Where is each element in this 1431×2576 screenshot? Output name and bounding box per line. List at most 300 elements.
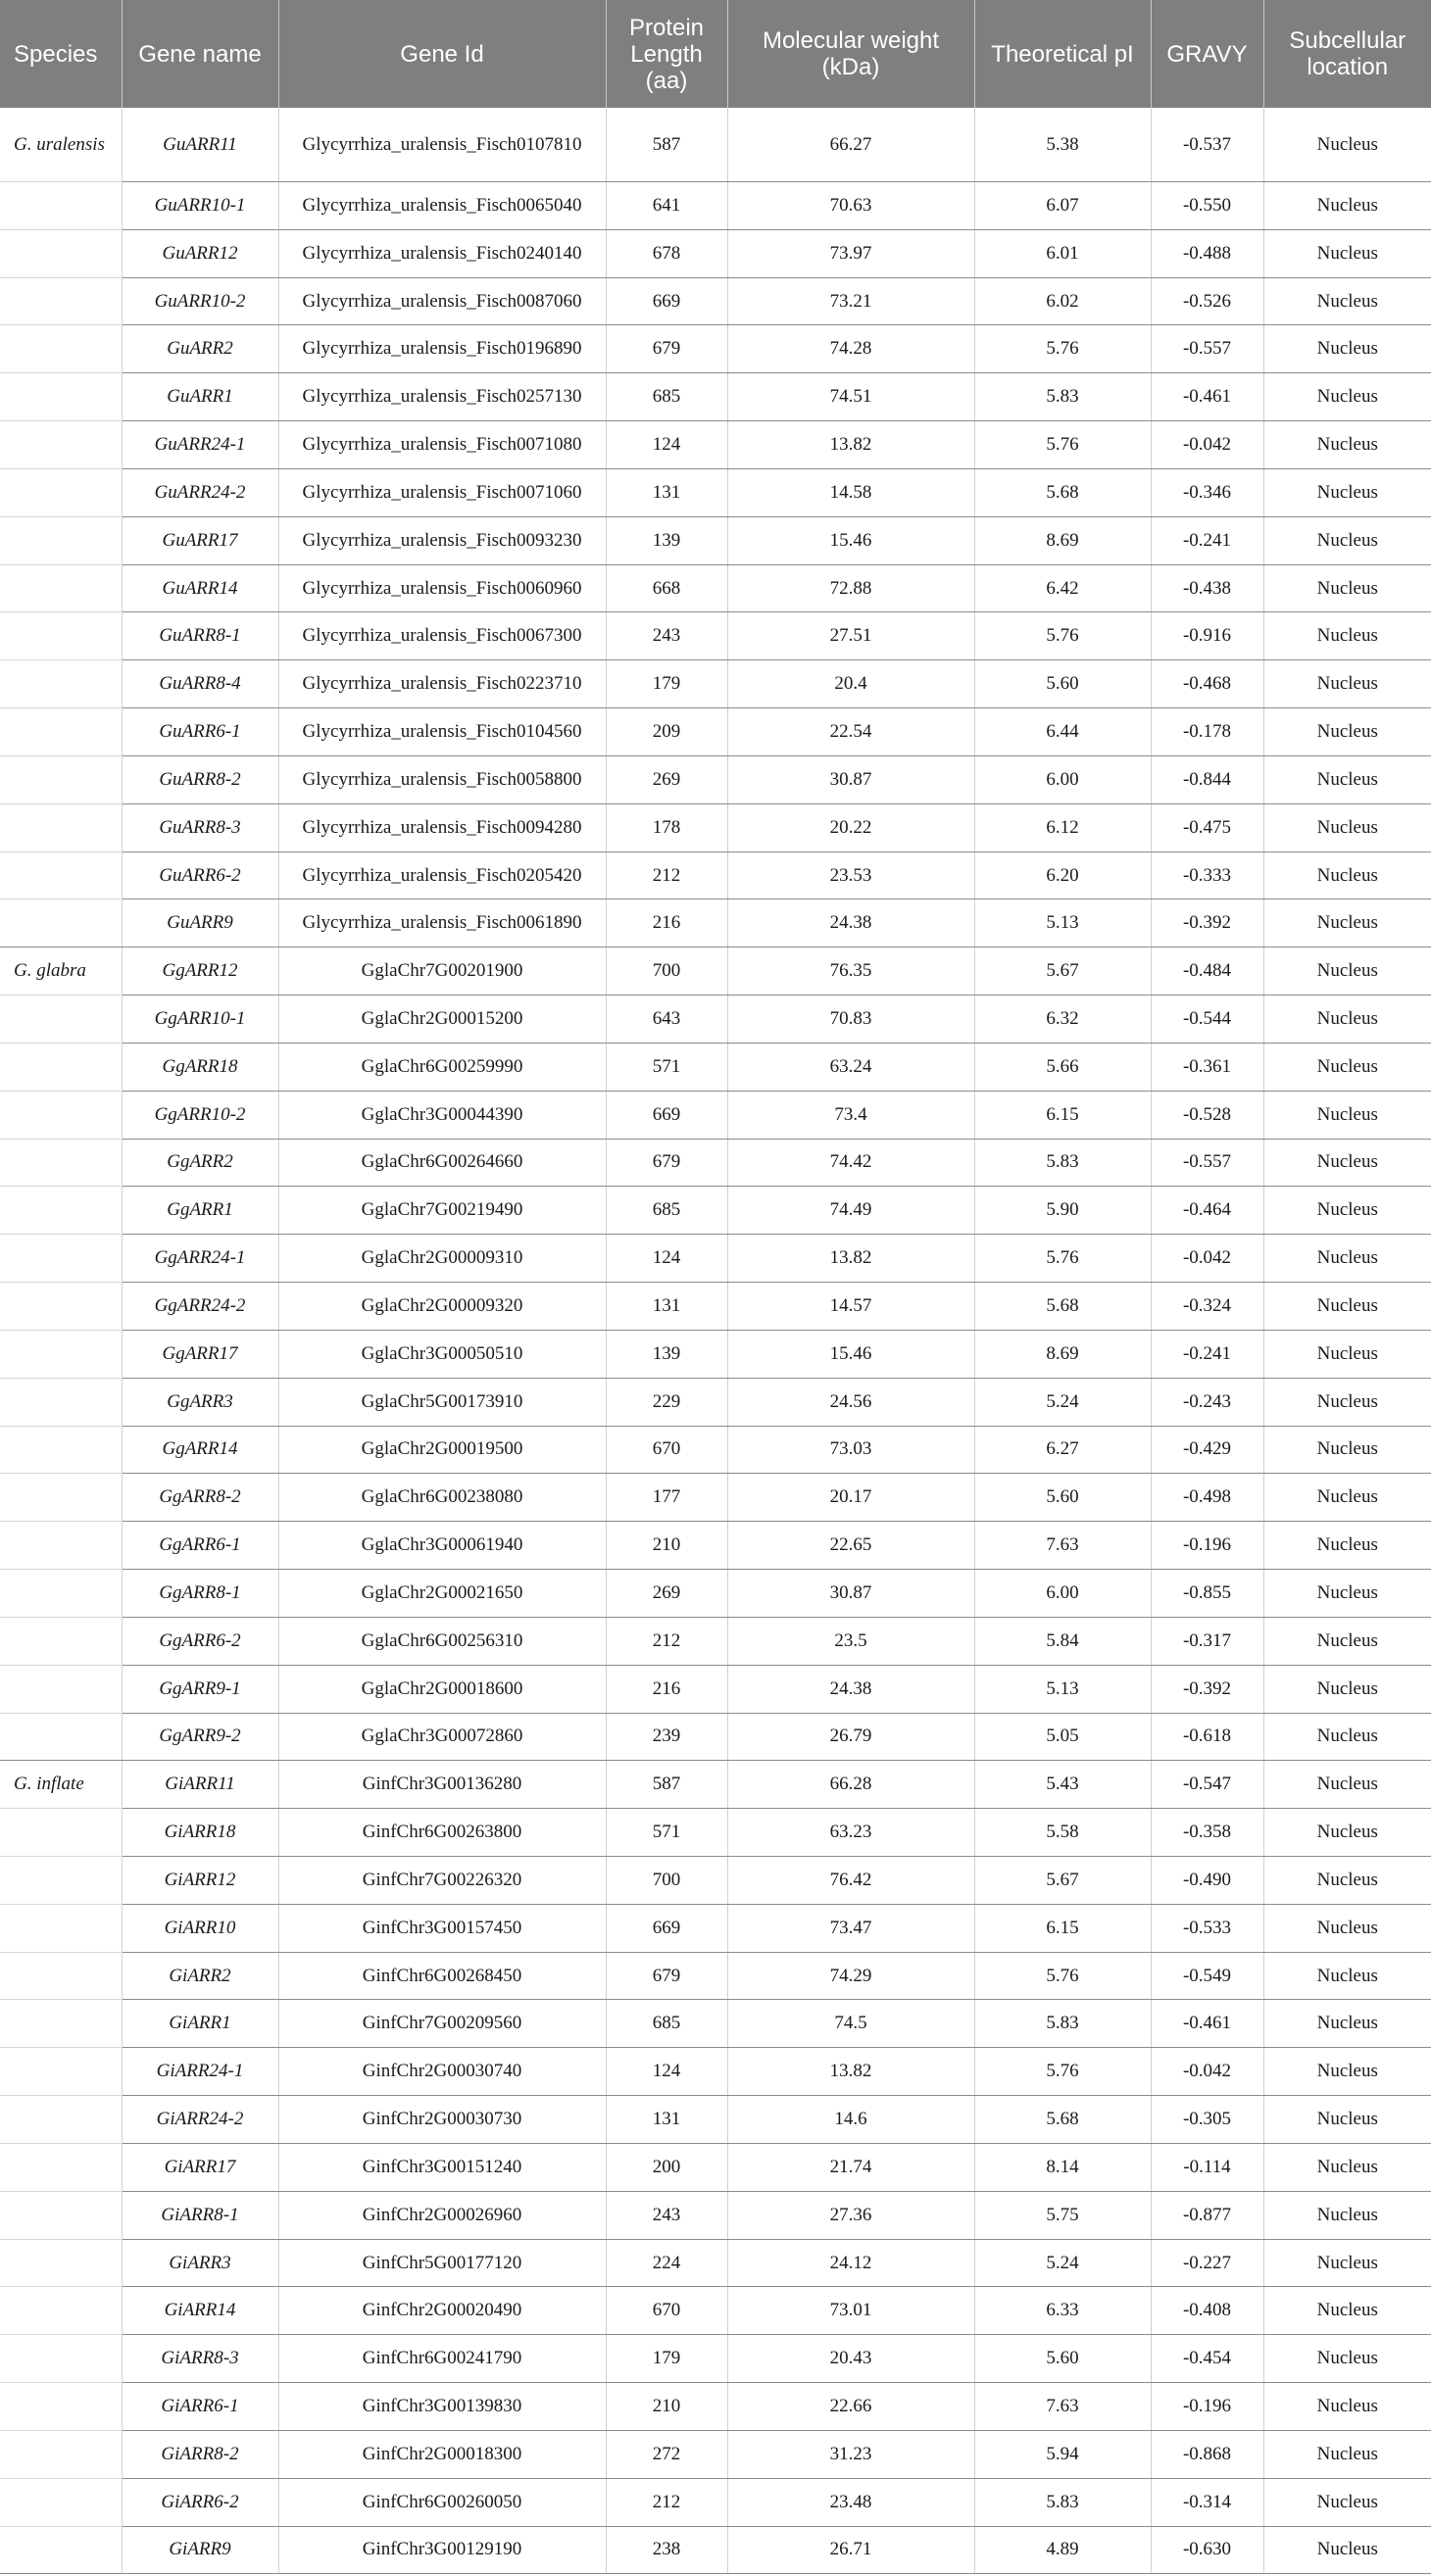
column-header: Theoretical pI xyxy=(974,0,1151,108)
subcellular-location-cell: Nucleus xyxy=(1263,755,1431,803)
gene-name-cell: GiARR2 xyxy=(122,1952,278,2000)
gene-id-cell: GinfChr3G00136280 xyxy=(278,1761,606,1809)
protein-length-cell: 669 xyxy=(606,1904,727,1952)
theoretical-pi-cell: 5.83 xyxy=(974,1139,1151,1187)
species-cell xyxy=(0,1665,122,1713)
subcellular-location-cell: Nucleus xyxy=(1263,899,1431,948)
gravy-cell: -0.314 xyxy=(1151,2478,1263,2526)
gene-name-cell: GiARR10 xyxy=(122,1904,278,1952)
gravy-cell: -0.526 xyxy=(1151,277,1263,325)
species-cell xyxy=(0,325,122,373)
gravy-cell: -0.533 xyxy=(1151,1904,1263,1952)
subcellular-location-cell: Nucleus xyxy=(1263,1713,1431,1761)
theoretical-pi-cell: 6.42 xyxy=(974,564,1151,612)
protein-length-cell: 670 xyxy=(606,1426,727,1474)
gene-id-cell: GinfChr6G00263800 xyxy=(278,1809,606,1857)
theoretical-pi-cell: 5.84 xyxy=(974,1617,1151,1665)
gene-id-cell: GinfChr6G00268450 xyxy=(278,1952,606,2000)
gravy-cell: -0.618 xyxy=(1151,1713,1263,1761)
gravy-cell: -0.488 xyxy=(1151,229,1263,277)
subcellular-location-cell: Nucleus xyxy=(1263,108,1431,182)
gene-id-cell: Glycyrrhiza_uralensis_Fisch0065040 xyxy=(278,182,606,230)
gene-id-cell: GglaChr6G00238080 xyxy=(278,1474,606,1522)
subcellular-location-cell: Nucleus xyxy=(1263,660,1431,708)
gene-id-cell: GglaChr5G00173910 xyxy=(278,1378,606,1426)
table-row xyxy=(0,2430,1431,2478)
species-cell xyxy=(0,2191,122,2239)
subcellular-location-cell: Nucleus xyxy=(1263,1139,1431,1187)
gene-id-cell: Glycyrrhiza_uralensis_Fisch0223710 xyxy=(278,660,606,708)
table-row xyxy=(0,2143,1431,2191)
theoretical-pi-cell: 5.43 xyxy=(974,1761,1151,1809)
species-cell xyxy=(0,1330,122,1378)
gravy-cell: -0.358 xyxy=(1151,1809,1263,1857)
subcellular-location-cell: Nucleus xyxy=(1263,1330,1431,1378)
table-row xyxy=(0,2239,1431,2287)
protein-length-cell: 131 xyxy=(606,2096,727,2144)
protein-length-cell: 178 xyxy=(606,803,727,851)
subcellular-location-cell: Nucleus xyxy=(1263,1522,1431,1570)
gravy-cell: -0.196 xyxy=(1151,2383,1263,2431)
gene-name-cell: GiARR3 xyxy=(122,2239,278,2287)
gene-id-cell: GinfChr7G00226320 xyxy=(278,1856,606,1904)
gene-id-cell: Glycyrrhiza_uralensis_Fisch0107810 xyxy=(278,108,606,182)
gene-name-cell: GuARR1 xyxy=(122,373,278,421)
theoretical-pi-cell: 5.05 xyxy=(974,1713,1151,1761)
protein-length-cell: 685 xyxy=(606,1187,727,1235)
gene-name-cell: GgARR10-1 xyxy=(122,996,278,1044)
species-cell xyxy=(0,2335,122,2383)
molecular-weight-cell: 22.65 xyxy=(727,1522,974,1570)
gravy-cell: -0.464 xyxy=(1151,1187,1263,1235)
species-cell xyxy=(0,1139,122,1187)
column-header: Subcellular location xyxy=(1263,0,1431,108)
gene-name-cell: GuARR2 xyxy=(122,325,278,373)
gene-name-cell: GiARR1 xyxy=(122,2000,278,2048)
subcellular-location-cell: Nucleus xyxy=(1263,2430,1431,2478)
gene-name-cell: GiARR8-1 xyxy=(122,2191,278,2239)
gene-id-cell: GinfChr3G00157450 xyxy=(278,1904,606,1952)
gene-id-cell: GglaChr2G00009310 xyxy=(278,1235,606,1283)
gene-id-cell: GglaChr6G00256310 xyxy=(278,1617,606,1665)
species-cell xyxy=(0,1043,122,1091)
theoretical-pi-cell: 5.76 xyxy=(974,1235,1151,1283)
theoretical-pi-cell: 5.68 xyxy=(974,2096,1151,2144)
gene-id-cell: GglaChr3G00061940 xyxy=(278,1522,606,1570)
theoretical-pi-cell: 5.24 xyxy=(974,1378,1151,1426)
molecular-weight-cell: 22.54 xyxy=(727,708,974,756)
molecular-weight-cell: 14.6 xyxy=(727,2096,974,2144)
species-cell xyxy=(0,1235,122,1283)
theoretical-pi-cell: 5.60 xyxy=(974,2335,1151,2383)
gravy-cell: -0.408 xyxy=(1151,2287,1263,2335)
subcellular-location-cell: Nucleus xyxy=(1263,2287,1431,2335)
theoretical-pi-cell: 6.27 xyxy=(974,1426,1151,1474)
species-cell xyxy=(0,899,122,948)
species-cell xyxy=(0,2239,122,2287)
gene-name-cell: GuARR14 xyxy=(122,564,278,612)
molecular-weight-cell: 74.5 xyxy=(727,2000,974,2048)
subcellular-location-cell: Nucleus xyxy=(1263,1235,1431,1283)
gene-id-cell: GglaChr3G00044390 xyxy=(278,1091,606,1139)
protein-length-cell: 679 xyxy=(606,1952,727,2000)
protein-length-cell: 679 xyxy=(606,1139,727,1187)
table-row xyxy=(0,1856,1431,1904)
gene-name-cell: GgARR6-1 xyxy=(122,1522,278,1570)
subcellular-location-cell: Nucleus xyxy=(1263,803,1431,851)
table-row xyxy=(0,1187,1431,1235)
molecular-weight-cell: 13.82 xyxy=(727,421,974,469)
protein-length-cell: 224 xyxy=(606,2239,727,2287)
protein-length-cell: 212 xyxy=(606,2478,727,2526)
gravy-cell: -0.438 xyxy=(1151,564,1263,612)
theoretical-pi-cell: 5.68 xyxy=(974,1283,1151,1331)
molecular-weight-cell: 20.43 xyxy=(727,2335,974,2383)
table-row xyxy=(0,660,1431,708)
gene-name-cell: GuARR12 xyxy=(122,229,278,277)
table-row xyxy=(0,1043,1431,1091)
species-cell xyxy=(0,1904,122,1952)
theoretical-pi-cell: 5.76 xyxy=(974,1952,1151,2000)
gene-name-cell: GiARR17 xyxy=(122,2143,278,2191)
theoretical-pi-cell: 6.12 xyxy=(974,803,1151,851)
molecular-weight-cell: 74.28 xyxy=(727,325,974,373)
theoretical-pi-cell: 7.63 xyxy=(974,2383,1151,2431)
protein-length-cell: 229 xyxy=(606,1378,727,1426)
molecular-weight-cell: 26.79 xyxy=(727,1713,974,1761)
molecular-weight-cell: 76.42 xyxy=(727,1856,974,1904)
gene-id-cell: GinfChr2G00018300 xyxy=(278,2430,606,2478)
gravy-cell: -0.537 xyxy=(1151,108,1263,182)
species-cell xyxy=(0,2478,122,2526)
gene-name-cell: GuARR8-4 xyxy=(122,660,278,708)
molecular-weight-cell: 14.57 xyxy=(727,1283,974,1331)
table-row xyxy=(0,108,1431,182)
species-cell xyxy=(0,2096,122,2144)
table-row xyxy=(0,1952,1431,2000)
protein-length-cell: 587 xyxy=(606,108,727,182)
protein-length-cell: 139 xyxy=(606,1330,727,1378)
molecular-weight-cell: 73.97 xyxy=(727,229,974,277)
theoretical-pi-cell: 6.01 xyxy=(974,229,1151,277)
protein-length-cell: 179 xyxy=(606,2335,727,2383)
theoretical-pi-cell: 5.94 xyxy=(974,2430,1151,2478)
gravy-cell: -0.346 xyxy=(1151,468,1263,516)
theoretical-pi-cell: 8.14 xyxy=(974,2143,1151,2191)
subcellular-location-cell: Nucleus xyxy=(1263,1952,1431,2000)
gene-name-cell: GuARR17 xyxy=(122,516,278,564)
molecular-weight-cell: 24.56 xyxy=(727,1378,974,1426)
table-row xyxy=(0,2335,1431,2383)
theoretical-pi-cell: 5.60 xyxy=(974,1474,1151,1522)
subcellular-location-cell: Nucleus xyxy=(1263,1665,1431,1713)
gene-name-cell: GuARR11 xyxy=(122,108,278,182)
gene-name-cell: GiARR12 xyxy=(122,1856,278,1904)
subcellular-location-cell: Nucleus xyxy=(1263,948,1431,996)
table-row xyxy=(0,899,1431,948)
gene-name-cell: GiARR9 xyxy=(122,2526,278,2574)
table-row xyxy=(0,1713,1431,1761)
species-cell xyxy=(0,1617,122,1665)
gene-name-cell: GiARR6-2 xyxy=(122,2478,278,2526)
species-cell xyxy=(0,2143,122,2191)
molecular-weight-cell: 74.51 xyxy=(727,373,974,421)
gene-name-cell: GiARR24-2 xyxy=(122,2096,278,2144)
gene-id-cell: Glycyrrhiza_uralensis_Fisch0071060 xyxy=(278,468,606,516)
theoretical-pi-cell: 5.83 xyxy=(974,2478,1151,2526)
theoretical-pi-cell: 5.76 xyxy=(974,421,1151,469)
protein-length-cell: 216 xyxy=(606,899,727,948)
species-cell xyxy=(0,2287,122,2335)
table-row xyxy=(0,1091,1431,1139)
molecular-weight-cell: 27.36 xyxy=(727,2191,974,2239)
table-row xyxy=(0,1235,1431,1283)
molecular-weight-cell: 73.21 xyxy=(727,277,974,325)
protein-length-cell: 238 xyxy=(606,2526,727,2574)
gene-id-cell: Glycyrrhiza_uralensis_Fisch0196890 xyxy=(278,325,606,373)
molecular-weight-cell: 74.42 xyxy=(727,1139,974,1187)
table-row xyxy=(0,1139,1431,1187)
gene-id-cell: GglaChr2G00015200 xyxy=(278,996,606,1044)
subcellular-location-cell: Nucleus xyxy=(1263,2096,1431,2144)
table-row xyxy=(0,1283,1431,1331)
column-header: Gene name xyxy=(122,0,278,108)
gene-id-cell: Glycyrrhiza_uralensis_Fisch0060960 xyxy=(278,564,606,612)
table-row xyxy=(0,325,1431,373)
gene-name-cell: GuARR8-1 xyxy=(122,612,278,660)
theoretical-pi-cell: 4.89 xyxy=(974,2526,1151,2574)
theoretical-pi-cell: 5.75 xyxy=(974,2191,1151,2239)
table-row xyxy=(0,1474,1431,1522)
table-row xyxy=(0,2526,1431,2574)
protein-length-cell: 139 xyxy=(606,516,727,564)
molecular-weight-cell: 63.23 xyxy=(727,1809,974,1857)
molecular-weight-cell: 23.48 xyxy=(727,2478,974,2526)
column-header: Molecular weight (kDa) xyxy=(727,0,974,108)
table-row xyxy=(0,229,1431,277)
molecular-weight-cell: 20.17 xyxy=(727,1474,974,1522)
table-row xyxy=(0,612,1431,660)
gravy-cell: -0.547 xyxy=(1151,1761,1263,1809)
table-row xyxy=(0,1426,1431,1474)
species-cell xyxy=(0,468,122,516)
gravy-cell: -0.461 xyxy=(1151,373,1263,421)
gene-name-cell: GiARR8-3 xyxy=(122,2335,278,2383)
table-row xyxy=(0,2478,1431,2526)
molecular-weight-cell: 74.49 xyxy=(727,1187,974,1235)
theoretical-pi-cell: 5.13 xyxy=(974,899,1151,948)
table-row xyxy=(0,2287,1431,2335)
gene-name-cell: GgARR24-1 xyxy=(122,1235,278,1283)
subcellular-location-cell: Nucleus xyxy=(1263,2478,1431,2526)
gene-name-cell: GuARR9 xyxy=(122,899,278,948)
gene-name-cell: GuARR6-2 xyxy=(122,851,278,899)
subcellular-location-cell: Nucleus xyxy=(1263,996,1431,1044)
protein-length-cell: 124 xyxy=(606,1235,727,1283)
species-cell xyxy=(0,996,122,1044)
protein-length-cell: 131 xyxy=(606,1283,727,1331)
gravy-cell: -0.333 xyxy=(1151,851,1263,899)
gravy-cell: -0.042 xyxy=(1151,2048,1263,2096)
subcellular-location-cell: Nucleus xyxy=(1263,421,1431,469)
gravy-cell: -0.196 xyxy=(1151,1522,1263,1570)
theoretical-pi-cell: 5.67 xyxy=(974,948,1151,996)
subcellular-location-cell: Nucleus xyxy=(1263,2383,1431,2431)
gene-name-cell: GiARR11 xyxy=(122,1761,278,1809)
gene-name-cell: GuARR8-2 xyxy=(122,755,278,803)
protein-length-cell: 669 xyxy=(606,1091,727,1139)
gene-name-cell: GgARR14 xyxy=(122,1426,278,1474)
molecular-weight-cell: 26.71 xyxy=(727,2526,974,2574)
gene-id-cell: Glycyrrhiza_uralensis_Fisch0061890 xyxy=(278,899,606,948)
molecular-weight-cell: 66.28 xyxy=(727,1761,974,1809)
gene-name-cell: GiARR14 xyxy=(122,2287,278,2335)
theoretical-pi-cell: 5.90 xyxy=(974,1187,1151,1235)
gene-name-cell: GgARR10-2 xyxy=(122,1091,278,1139)
theoretical-pi-cell: 5.58 xyxy=(974,1809,1151,1857)
gene-id-cell: GinfChr3G00139830 xyxy=(278,2383,606,2431)
protein-length-cell: 269 xyxy=(606,755,727,803)
table-row xyxy=(0,182,1431,230)
protein-length-cell: 678 xyxy=(606,229,727,277)
theoretical-pi-cell: 5.60 xyxy=(974,660,1151,708)
protein-length-cell: 700 xyxy=(606,1856,727,1904)
species-cell xyxy=(0,1426,122,1474)
protein-length-cell: 641 xyxy=(606,182,727,230)
gene-id-cell: Glycyrrhiza_uralensis_Fisch0104560 xyxy=(278,708,606,756)
theoretical-pi-cell: 6.00 xyxy=(974,755,1151,803)
theoretical-pi-cell: 5.38 xyxy=(974,108,1151,182)
molecular-weight-cell: 13.82 xyxy=(727,1235,974,1283)
subcellular-location-cell: Nucleus xyxy=(1263,1378,1431,1426)
protein-length-cell: 668 xyxy=(606,564,727,612)
species-cell xyxy=(0,2430,122,2478)
protein-length-cell: 571 xyxy=(606,1809,727,1857)
gene-id-cell: Glycyrrhiza_uralensis_Fisch0257130 xyxy=(278,373,606,421)
gene-name-cell: GgARR9-1 xyxy=(122,1665,278,1713)
gravy-cell: -0.468 xyxy=(1151,660,1263,708)
protein-length-cell: 679 xyxy=(606,325,727,373)
species-cell: G. uralensis xyxy=(0,108,122,182)
gravy-cell: -0.844 xyxy=(1151,755,1263,803)
species-cell xyxy=(0,1187,122,1235)
gene-id-cell: GglaChr2G00021650 xyxy=(278,1570,606,1618)
gene-id-cell: Glycyrrhiza_uralensis_Fisch0093230 xyxy=(278,516,606,564)
column-header: Species xyxy=(0,0,122,108)
gravy-cell: -0.227 xyxy=(1151,2239,1263,2287)
gene-id-cell: GinfChr5G00177120 xyxy=(278,2239,606,2287)
gene-id-cell: Glycyrrhiza_uralensis_Fisch0240140 xyxy=(278,229,606,277)
subcellular-location-cell: Nucleus xyxy=(1263,564,1431,612)
gene-name-cell: GiARR18 xyxy=(122,1809,278,1857)
table-body xyxy=(0,108,1431,2574)
table-row xyxy=(0,1522,1431,1570)
theoretical-pi-cell: 5.66 xyxy=(974,1043,1151,1091)
gravy-cell: -0.528 xyxy=(1151,1091,1263,1139)
subcellular-location-cell: Nucleus xyxy=(1263,612,1431,660)
subcellular-location-cell: Nucleus xyxy=(1263,1091,1431,1139)
theoretical-pi-cell: 8.69 xyxy=(974,1330,1151,1378)
header-row xyxy=(0,0,1431,108)
molecular-weight-cell: 23.53 xyxy=(727,851,974,899)
species-cell xyxy=(0,612,122,660)
species-cell xyxy=(0,1522,122,1570)
gravy-cell: -0.549 xyxy=(1151,1952,1263,2000)
gene-id-cell: GinfChr3G00151240 xyxy=(278,2143,606,2191)
gravy-cell: -0.490 xyxy=(1151,1856,1263,1904)
gene-name-cell: GgARR2 xyxy=(122,1139,278,1187)
table-header xyxy=(0,0,1431,108)
subcellular-location-cell: Nucleus xyxy=(1263,1043,1431,1091)
gravy-cell: -0.429 xyxy=(1151,1426,1263,1474)
gravy-cell: -0.557 xyxy=(1151,1139,1263,1187)
molecular-weight-cell: 76.35 xyxy=(727,948,974,996)
gene-id-cell: GglaChr3G00050510 xyxy=(278,1330,606,1378)
gene-name-cell: GuARR6-1 xyxy=(122,708,278,756)
gravy-cell: -0.630 xyxy=(1151,2526,1263,2574)
subcellular-location-cell: Nucleus xyxy=(1263,1904,1431,1952)
protein-length-cell: 212 xyxy=(606,1617,727,1665)
gene-name-cell: GuARR24-1 xyxy=(122,421,278,469)
molecular-weight-cell: 74.29 xyxy=(727,1952,974,2000)
theoretical-pi-cell: 6.32 xyxy=(974,996,1151,1044)
protein-length-cell: 685 xyxy=(606,2000,727,2048)
gene-name-cell: GgARR6-2 xyxy=(122,1617,278,1665)
protein-length-cell: 210 xyxy=(606,2383,727,2431)
subcellular-location-cell: Nucleus xyxy=(1263,1761,1431,1809)
subcellular-location-cell: Nucleus xyxy=(1263,1570,1431,1618)
gene-name-cell: GuARR24-2 xyxy=(122,468,278,516)
gravy-cell: -0.557 xyxy=(1151,325,1263,373)
gene-name-cell: GuARR8-3 xyxy=(122,803,278,851)
table-row xyxy=(0,277,1431,325)
gene-name-cell: GgARR24-2 xyxy=(122,1283,278,1331)
theoretical-pi-cell: 6.00 xyxy=(974,1570,1151,1618)
protein-length-cell: 124 xyxy=(606,421,727,469)
gene-id-cell: GglaChr6G00259990 xyxy=(278,1043,606,1091)
subcellular-location-cell: Nucleus xyxy=(1263,182,1431,230)
gene-name-cell: GgARR8-2 xyxy=(122,1474,278,1522)
theoretical-pi-cell: 5.83 xyxy=(974,373,1151,421)
table-row xyxy=(0,421,1431,469)
species-cell xyxy=(0,755,122,803)
theoretical-pi-cell: 5.83 xyxy=(974,2000,1151,2048)
protein-length-cell: 643 xyxy=(606,996,727,1044)
theoretical-pi-cell: 6.15 xyxy=(974,1904,1151,1952)
molecular-weight-cell: 73.47 xyxy=(727,1904,974,1952)
molecular-weight-cell: 73.01 xyxy=(727,2287,974,2335)
gravy-cell: -0.475 xyxy=(1151,803,1263,851)
theoretical-pi-cell: 7.63 xyxy=(974,1522,1151,1570)
species-cell xyxy=(0,1713,122,1761)
subcellular-location-cell: Nucleus xyxy=(1263,1809,1431,1857)
protein-length-cell: 212 xyxy=(606,851,727,899)
subcellular-location-cell: Nucleus xyxy=(1263,2191,1431,2239)
gravy-cell: -0.484 xyxy=(1151,948,1263,996)
molecular-weight-cell: 20.4 xyxy=(727,660,974,708)
table-row xyxy=(0,996,1431,1044)
theoretical-pi-cell: 5.76 xyxy=(974,325,1151,373)
gene-id-cell: Glycyrrhiza_uralensis_Fisch0067300 xyxy=(278,612,606,660)
species-cell xyxy=(0,421,122,469)
table-row xyxy=(0,1904,1431,1952)
gene-name-cell: GiARR24-1 xyxy=(122,2048,278,2096)
molecular-weight-cell: 70.63 xyxy=(727,182,974,230)
molecular-weight-cell: 66.27 xyxy=(727,108,974,182)
molecular-weight-cell: 24.38 xyxy=(727,899,974,948)
species-cell xyxy=(0,564,122,612)
theoretical-pi-cell: 5.24 xyxy=(974,2239,1151,2287)
